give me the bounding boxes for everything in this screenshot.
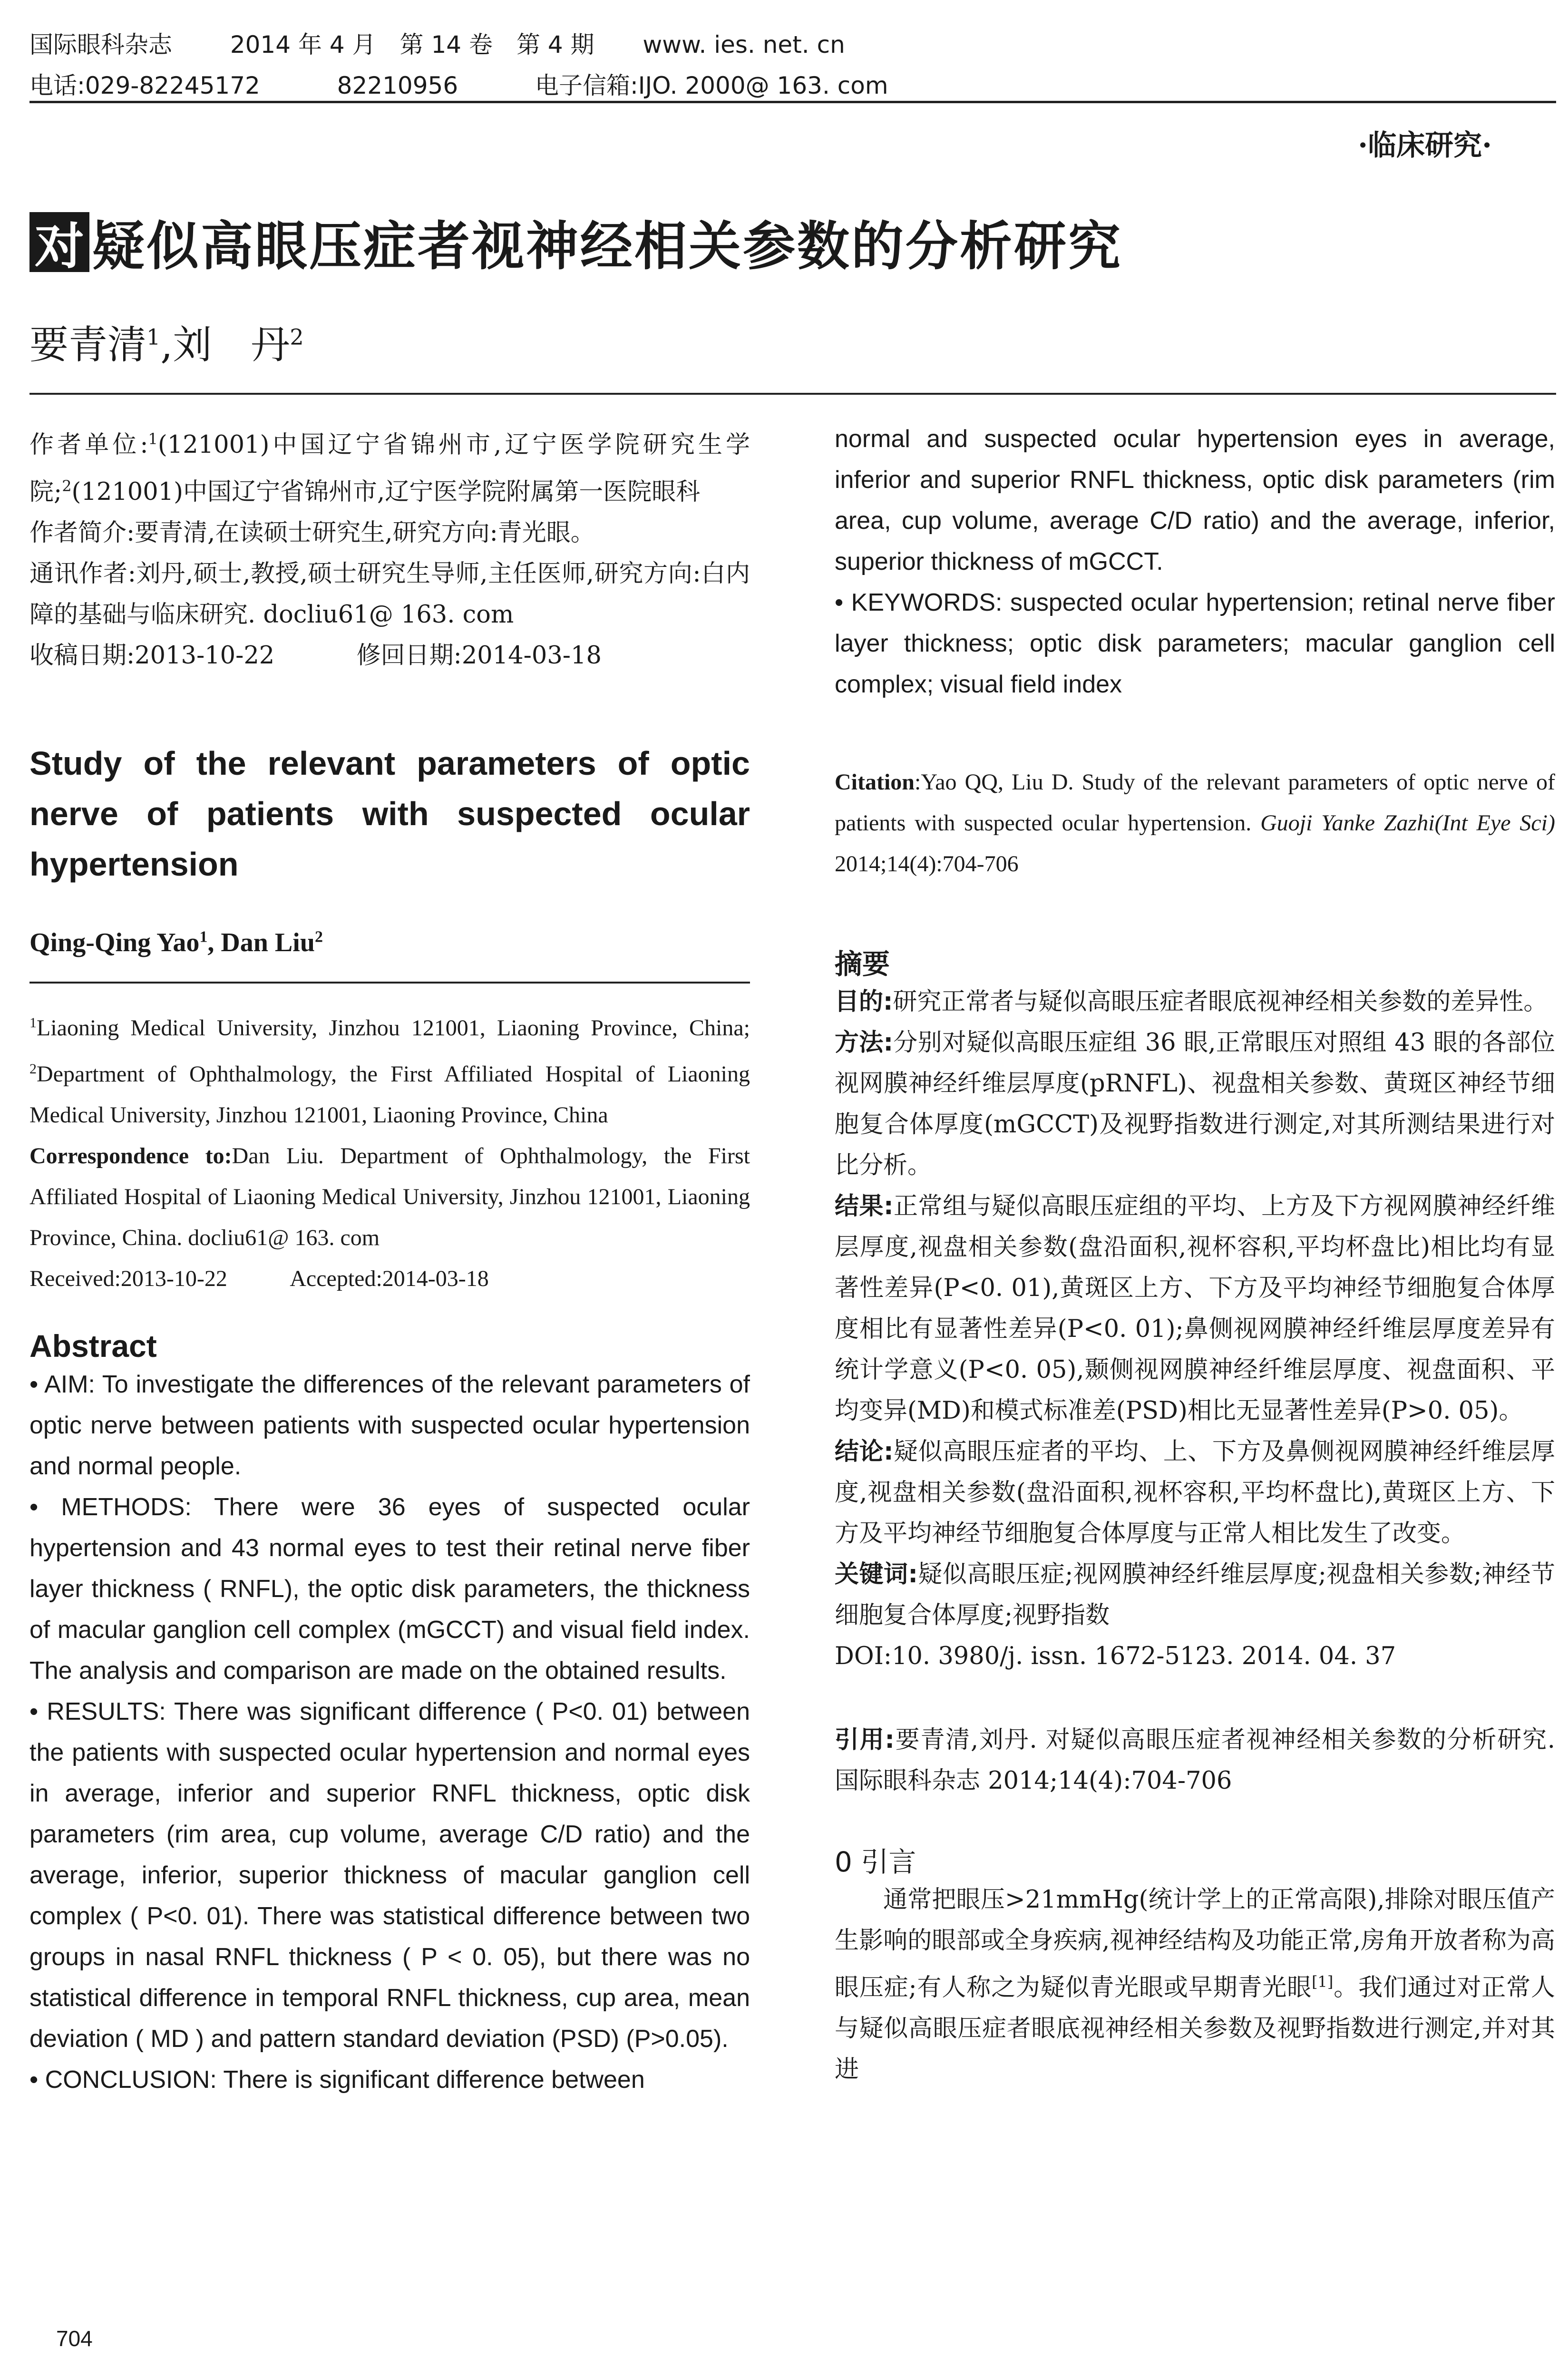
left-column [29,419,750,2100]
journal-name: 国际眼科杂志 [29,31,172,58]
journal-header-line2 [29,67,888,101]
cn-citation: 引用:要青清,刘丹. 对疑似高眼压症者视神经相关参数的分析研究. 国际眼科杂志 2014;14(4):704-706 [835,1726,1555,1795]
author-2-sup: 2 [290,324,304,350]
corresponding-author-cn: 通讯作者:刘丹,硕士,教授,硕士研究生导师,主任医师,研究方向:白内障的基础与临床研究. docliu61@ 163. com [29,560,750,629]
citation-en: Citation:Yao QQ, Liu D. Study of the relevant parameters of optic nerve of patients with suspected ocular hypertension. Guoji Yanke Zazhi(Int Eye Sci) 2014;14(4):704-706 [835,770,1556,877]
right-column [835,419,1555,2090]
abstract-aim: • AIM: To investigate the differences of the relevant parameters of optic nerve between patients with suspected ocular hypertension and normal people. [29,1371,750,1480]
abstract-keywords: • KEYWORDS: suspected ocular hypertension; retinal nerve fiber layer thickness; optic disk parameters; macular ganglion cell complex; visual field index [835,589,1555,698]
english-authors: Qing-Qing Yao$^1$, Dan Liu$^2$ [29,928,323,957]
dates-cn [29,635,750,676]
title-first-char: 对 [29,212,89,272]
cn-keywords: 关键词:疑似高眼压症;视网膜神经纤维层厚度;视盘相关参数;神经节细胞复合体厚度;视野指数 [835,1560,1555,1629]
cn-abstract-heading: 摘要 [835,948,890,980]
affiliation-cn: 作者单位:$^1$(121001)中国辽宁省锦州市,辽宁医学院研究生学院;$^2$(121001)中国辽宁省锦州市,辽宁医学院附属第一医院眼科 [29,430,750,506]
intro-heading: 0 引言 [835,1846,916,1878]
author-1-cn: 要青清 [29,322,147,368]
english-title: Study of the relevant parameters of optic nerve of patients with suspected ocular hypertension [29,745,750,883]
abstract-heading: Abstract [29,1328,157,1364]
authors-cn [29,314,304,370]
title-text: 疑似高眼压症者视神经相关参数的分析研究 [92,216,1122,277]
reference-1[interactable]: [1] [1312,1973,1334,1991]
header-rule [29,101,1556,103]
journal-email[interactable]: 电子信箱:IJO. 2000@ 163. com [535,72,888,99]
journal-header-line1 [29,26,845,60]
author-1-sup: 1 [146,324,161,350]
section-tag: ·临床研究· [1358,129,1492,162]
abstract-conclusion-start: • CONCLUSION: There is significant difference between [29,2066,645,2094]
revised-date-cn: 修回日期:2014-03-18 [356,642,602,670]
journal-website[interactable]: www. ies. net. cn [643,31,845,58]
title-rule [29,393,1556,395]
english-affiliation: $^1$Liaoning Medical University, Jinzhou 121001, Liaoning Province, China; $^2$Department of Ophthalmology, the First Affiliated Hospital of Liaoning Medical University, Jinzhou 121001, Liaoning Province, China [29,1015,750,1128]
abstract-conclusion-cont: normal and suspected ocular hypertension eyes in average, inferior and superior RNFL thickness, optic disk parameters (rim area, cup volume, average C/D ratio) and the average, inferior, superior thickness of mGCCT. [835,425,1555,575]
author-2-cn: ,刘 丹 [160,322,290,368]
english-correspondence: Correspondence to:Dan Liu. Department of Ophthalmology, the First Affiliated Hospital of Liaoning Medical University, Jinzhou 121001, Liaoning Province, China. docliu61@ 163. com [29,1143,750,1250]
citation-label: Citation [835,770,915,795]
intro-paragraph: 通常把眼压>21mmHg(统计学上的正常高限),排除对眼压值产生影响的眼部或全身疾病,视神经结构及功能正常,房角开放者称为高眼压症;有人称之为疑似青光眼或早期青光眼[1]。我们通过对正常人与疑似高眼压症者眼底视神经相关参数及视野指数进行测定,并对其进 [835,1886,1555,2084]
cn-abstract-methods: 方法:分别对疑似高眼压症组 36 眼,正常眼压对照组 43 眼的各部位视网膜神经纤维层厚度(pRNFL)、视盘相关参数、黄斑区神经节细胞复合体厚度(mGCCT)及视野指数进行测定,对其所测结果进行对比分析。 [835,1029,1555,1179]
abstract-methods: • METHODS: There were 36 eyes of suspected ocular hypertension and 43 normal eyes to test their retinal nerve fiber layer thickness ( RNFL), the optic disk parameters, the thickness of macular ganglion cell complex (mGCCT) and visual field index. The analysis and comparison are made on the obtained results. [29,1493,750,1685]
author-bio: 作者简介:要青清,在读硕士研究生,研究方向:青光眼。 [29,519,595,547]
accepted-date-en: Accepted:2014-03-18 [290,1266,489,1291]
doi[interactable]: DOI:10. 3980/j. issn. 1672-5123. 2014. 04. 37 [835,1642,1396,1670]
journal-issue: 2014 年 4 月 第 14 卷 第 4 期 [230,31,594,58]
english-dates [29,1258,750,1299]
cn-abstract-results: 结果:正常组与疑似高眼压症组的平均、上方及下方视网膜神经纤维层厚度,视盘相关参数(盘沿面积,视杯容积,平均杯盘比)相比均有显著性差异(P<0. 01),黄斑区上方、下方及平均神经节细胞复合体厚度相比有显著性差异(P<0. 01);鼻侧视网膜神经纤维层厚度差异有统计学意义(P<0. 05),颞侧视网膜神经纤维层厚度、视盘面积、平均变异(MD)和模式标准差(PSD)相比无显著性差异(P>0. 05)。 [835,1192,1555,1425]
cn-abstract-aim: 目的:研究正常者与疑似高眼压症者眼底视神经相关参数的差异性。 [835,988,1548,1016]
page-number: 704 [56,2326,93,2351]
cn-abstract-conclusion: 结论:疑似高眼压症者的平均、上、下方及鼻侧视网膜神经纤维层厚度,视盘相关参数(盘沿面积,视杯容积,平均杯盘比),黄斑区上方、下方及平均神经节细胞复合体厚度与正常人相比发生了改变。 [835,1438,1555,1548]
received-date-en: Received:2013-10-22 [29,1266,227,1291]
article-title [29,205,1122,280]
journal-phone: 电话:029-82245172 [29,72,260,99]
abstract-results: • RESULTS: There was significant difference ( P<0. 01) between the patients with suspected ocular hypertension and normal eyes in average, inferior and superior RNFL thickness, optic disk parameters (rim area, cup volume, average C/D ratio) and the average, inferior, superior thickness of macular ganglion cell complex ( P<0. 01). There was statistical difference between two groups in nasal RNFL thickness ( P < 0. 05), but there was no statistical difference in temporal RNFL thickness, cup area, mean deviation ( MD ) and pattern standard deviation (PSD) (P>0.05). [29,1698,750,2053]
received-date-cn: 收稿日期:2013-10-22 [29,642,275,670]
journal-phone-2: 82210956 [337,72,458,99]
